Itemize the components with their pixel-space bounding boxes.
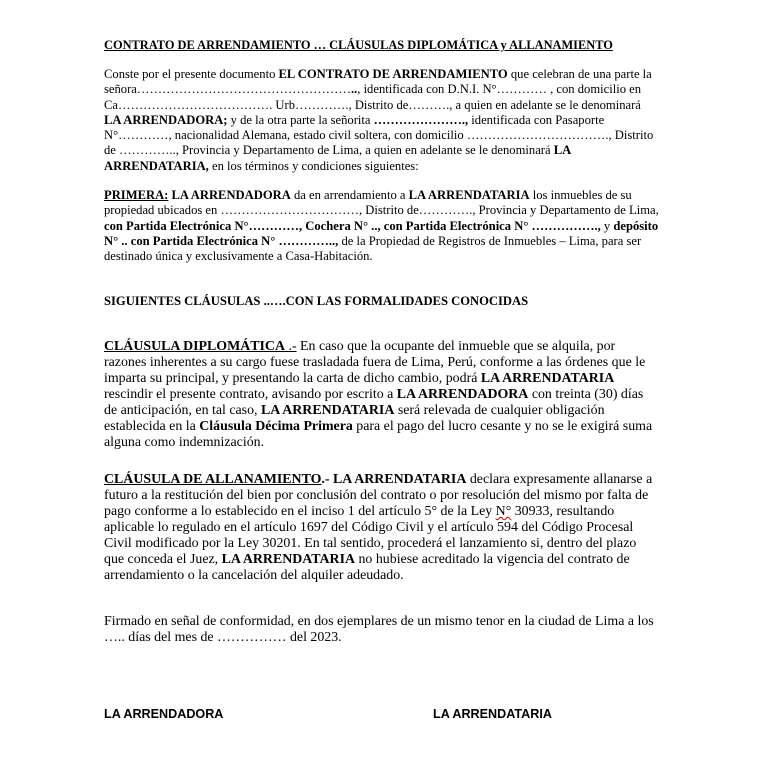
intro-bold-name: ………………….,: [373, 112, 469, 127]
intro-text-1: Conste por el presente documento: [104, 67, 279, 81]
allanamiento-label-dot: .-: [321, 472, 333, 487]
diplomatica-bold-clausula: Cláusula Décima Primera: [199, 419, 353, 434]
allanamiento-text-1: declara expresamente allanarse a futuro a la restitución del bien por conclusión del contrato o por resolución del mismo por falta de pago conforme a lo establecido en el inciso 1 del artículo 5° de la Ley: [104, 472, 653, 519]
allanamiento-text-3: no hubiese acreditado la vigencia del contrato de arrendamiento o la cancelación del alquiler adeudado.: [104, 552, 630, 583]
firmado-paragraph: Firmado en señal de conformidad, en dos ejemplares de un mismo tenor en la ciudad de Lima a los ….. días del mes de …………… del 2023.: [104, 614, 654, 645]
intro-bold-arrendadora: LA ARRENDADORA;: [104, 112, 228, 127]
diplomatica-text-4: será relevada de cualquier obligación establecida en la: [104, 403, 605, 434]
primera-text-4: y: [600, 218, 614, 233]
intro-bold-arrendataria: LA ARRENDATARIA,: [104, 143, 571, 173]
document-title: CONTRATO DE ARRENDAMIENTO … CLÁUSULAS DIPLOMÁTICA y ALLANAMIENTO: [104, 38, 613, 52]
primera-bold-1: LA ARRENDADORA: [168, 188, 291, 202]
diplomatica-label: CLÁUSULA DIPLOMÁTICA: [104, 339, 285, 354]
primera-bold-partida: con Partida Electrónica N°…………,: [104, 218, 303, 233]
intro-paragraph: [104, 67, 659, 174]
diplomatica-bold-1: LA ARRENDATARIA: [480, 371, 615, 386]
intro-text-3: , identificada con D.N.I. N°………… , con domicilio en Ca………………………………. Urb…………., Distrito de………., a quien en adelante se le denominará: [104, 82, 642, 112]
intro-bold-contrato: EL CONTRATO DE ARRENDAMIENTO: [278, 67, 508, 81]
intro-bold-dots: ..: [350, 82, 358, 97]
primera-bold-2: LA ARRENDATARIA: [408, 188, 530, 202]
primera-text-5: de la Propiedad de Registros de Inmuebles – Lima, para ser destinado única y exclusivamente a Casa-Habitación.: [104, 233, 642, 264]
diplomatica-bold-3: LA ARRENDATARIA: [260, 403, 395, 418]
intro-text-2: que celebran de una parte la señora……………………………………………: [104, 67, 652, 97]
diplomatica-bold-2: LA ARRENDADORA: [396, 387, 529, 402]
allanamiento-paragraph: [104, 472, 659, 584]
diplomatica-text-2: rescindir el presente contrato, avisando por escrito a: [104, 387, 397, 402]
signature-arrendadora: LA ARRENDADORA: [104, 707, 224, 721]
allanamiento-bold-1: LA ARRENDATARIA: [332, 472, 467, 487]
allanamiento-text-2: 30933, resultando aplicable lo regulado en el artículo 1697 del Código Civil y el artículo 594 del Código Procesal Civil modificado por la Ley 30201. En tal sentido, procederá el lanzamiento si, dentro del plazo que conceda el Juez,: [104, 504, 637, 567]
diplomatica-text-3: con treinta (30) días de anticipación, en tal caso,: [104, 387, 644, 418]
primera-text-1: da en arrendamiento a: [290, 188, 409, 202]
diplomatica-label-dot: .-: [285, 339, 297, 354]
siguientes-heading: SIGUIENTES CLÁUSULAS ..….CON LAS FORMALIDADES CONOCIDAS: [104, 294, 529, 308]
signature-arrendataria: LA ARRENDATARIA: [433, 707, 552, 721]
primera-bold-deposito: depósito N° .. con Partida Electrónica N° …………..,: [104, 218, 659, 248]
diplomatica-text-5: para el pago del lucro cesante y no se le exigirá suma alguna como indemnización.: [104, 419, 653, 450]
diplomatica-text-1: En caso que la ocupante del inmueble que se alquila, por razones inherentes a su cargo fuese trasladada fuera de Lima, Perú, conforme a las órdenes que le imparta su principal, y presentando la carta de dicho cambio, podrá: [104, 339, 646, 386]
primera-bold-cochera: Cochera N° .., con Partida Electrónica N° …………….,: [305, 218, 601, 233]
intro-text-5: identificada con Pasaporte N°…………, nacionalidad Alemana, estado civil soltera, con domicilio ……………………………., Distrito de ………….., Provincia y Departamento de Lima, a quien en adelante se le denominará: [104, 112, 654, 158]
allanamiento-label: CLÁUSULA DE ALLANAMIENTO: [104, 472, 322, 487]
primera-label: PRIMERA:: [104, 188, 169, 202]
intro-text-4: y de la otra parte la señorita: [227, 112, 374, 127]
intro-text-6: en los términos y condiciones siguientes:: [208, 158, 419, 173]
primera-paragraph: [104, 188, 659, 264]
primera-text-2: los inmuebles de su propiedad ubicados en ……………………………, Distrito de…………., Provincia y Departamento de Lima,: [104, 188, 659, 218]
allanamiento-bold-2: LA ARRENDATARIA: [221, 552, 356, 567]
spellcheck-word: N°: [495, 504, 512, 519]
diplomatica-paragraph: [104, 339, 659, 451]
